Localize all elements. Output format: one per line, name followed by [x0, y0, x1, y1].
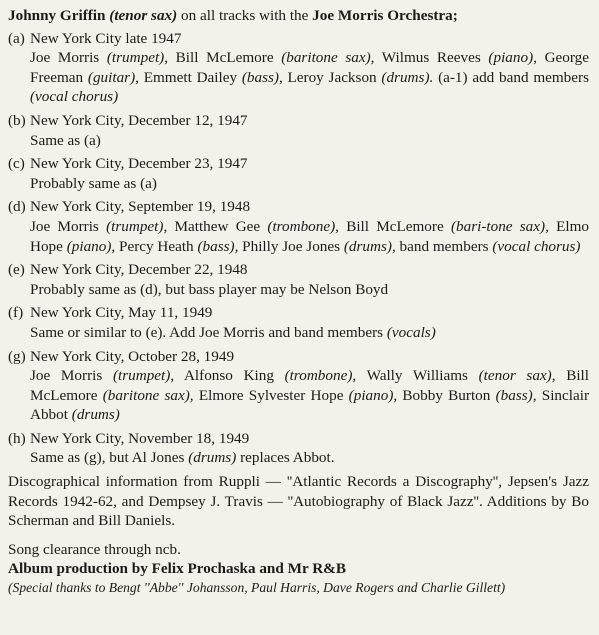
personnel-instrument: (trombone),	[284, 367, 357, 385]
personnel-instrument: (bass),	[495, 386, 537, 404]
header-line	[8, 6, 589, 26]
personnel-text: Probably same as (a)	[30, 174, 157, 192]
session-entry	[8, 429, 589, 468]
personnel-instrument: (tenor sax),	[478, 367, 556, 385]
session-label: (e)	[8, 261, 25, 279]
personnel-text: Same as (g), but Al Jones	[30, 449, 189, 467]
sessions-list	[8, 29, 589, 468]
header-middle-text: on all tracks with the	[177, 7, 313, 24]
session-personnel	[8, 280, 589, 300]
personnel-text: band members	[395, 237, 493, 255]
personnel-text: replaces Abbot.	[236, 449, 335, 467]
session-entry	[8, 260, 589, 299]
session-entry	[8, 303, 589, 342]
session-label: (h)	[8, 429, 26, 447]
session-heading	[8, 260, 589, 280]
personnel-text: Bill McLemore	[30, 367, 589, 404]
song-clearance: Song clearance through ncb.	[8, 540, 181, 558]
session-heading	[8, 154, 589, 174]
personnel-instrument: (drums)	[188, 449, 237, 467]
session-heading	[8, 29, 589, 49]
session-place-date: New York City, October 28, 1949	[30, 347, 235, 365]
session-heading	[8, 347, 589, 367]
session-personnel	[8, 217, 589, 256]
personnel-instrument: (drums)	[71, 406, 120, 424]
session-personnel	[8, 48, 589, 107]
session-entry	[8, 347, 589, 425]
personnel-instrument: (drums).	[381, 68, 434, 86]
personnel-text: Probably same as (d), but bass player may be Nelson Boyd	[30, 280, 389, 298]
personnel-instrument: (vocal chorus)	[492, 237, 581, 255]
session-heading	[8, 303, 589, 323]
session-personnel	[8, 366, 589, 425]
session-entry	[8, 154, 589, 193]
session-label: (c)	[8, 155, 25, 173]
personnel-instrument: (piano),	[66, 237, 116, 255]
session-label: (f)	[8, 304, 24, 322]
personnel-text: Matthew Gee	[167, 217, 268, 235]
personnel-text: (a-1) add band members	[433, 68, 589, 86]
personnel-instrument: (drums),	[343, 237, 396, 255]
personnel-text: Leroy Jackson	[282, 68, 382, 86]
personnel-instrument: (bari-tone sax),	[450, 217, 549, 235]
session-place-date: New York City, May 11, 1949	[30, 304, 213, 322]
session-entry	[8, 29, 589, 107]
personnel-text: Joe Morris	[30, 217, 107, 235]
album-production: Album production by Felix Prochaska and Mr R&B	[8, 560, 346, 578]
personnel-text: Elmore Sylvester Hope	[193, 386, 349, 404]
session-entry	[8, 111, 589, 150]
personnel-instrument: (piano),	[348, 386, 398, 404]
session-label: (d)	[8, 198, 26, 216]
personnel-instrument: (trombone),	[267, 217, 339, 235]
personnel-text: Wally Williams	[356, 367, 479, 385]
personnel-text: Same as (a)	[30, 131, 101, 149]
personnel-text: Percy Heath	[115, 237, 198, 255]
session-personnel	[8, 323, 589, 343]
session-entry	[8, 197, 589, 256]
personnel-text: Bobby Burton	[397, 386, 496, 404]
personnel-text: Bill McLemore	[168, 49, 282, 67]
personnel-text: Philly Joe Jones	[238, 237, 344, 255]
session-place-date: New York City, November 18, 1949	[30, 429, 250, 447]
personnel-text: Elmo Hope	[30, 217, 590, 255]
personnel-instrument: (vocal chorus)	[30, 88, 119, 106]
session-label: (a)	[8, 29, 25, 47]
session-place-date: New York City, December 23, 1947	[30, 155, 248, 173]
personnel-instrument: (trumpet),	[106, 49, 169, 67]
session-place-date: New York City, December 12, 1947	[30, 111, 248, 129]
personnel-text: George Freeman	[30, 49, 589, 86]
personnel-text: Bill McLemore	[338, 217, 451, 235]
personnel-text: Alfonso King	[174, 367, 285, 385]
personnel-instrument: (bass),	[197, 237, 239, 255]
session-heading	[8, 429, 589, 449]
personnel-instrument: (baritone sax),	[281, 49, 375, 67]
personnel-text: Joe Morris	[30, 367, 113, 385]
artist-instrument: (tenor sax)	[109, 7, 178, 24]
personnel-text: Wilmus Reeves	[374, 49, 489, 67]
personnel-instrument: (baritone sax),	[102, 386, 194, 404]
personnel-instrument: (trumpet),	[106, 217, 168, 235]
personnel-instrument: (vocals)	[386, 323, 436, 341]
personnel-text: Emmett Dailey	[138, 68, 242, 86]
personnel-instrument: (guitar),	[87, 68, 139, 86]
session-personnel	[8, 131, 589, 151]
session-heading	[8, 111, 589, 131]
session-heading	[8, 197, 589, 217]
session-label: (g)	[8, 347, 26, 365]
session-place-date: New York City, December 22, 1948	[30, 261, 248, 279]
personnel-text: Joe Morris	[30, 49, 107, 67]
session-personnel	[8, 448, 589, 468]
personnel-instrument: (piano),	[488, 49, 537, 67]
session-personnel	[8, 174, 589, 194]
orchestra-name: Joe Morris Orchestra;	[312, 7, 458, 24]
personnel-instrument: (bass),	[241, 68, 283, 86]
session-place-date: New York City late 1947	[30, 29, 182, 47]
discography-note: Discographical information from Ruppli — ''Atlantic Records a Discography'', Jepsen's Jazz Records 1942-62, and Dempsey J. Travis — ''Autobiography of Black Jazz''. Additions by Bo Scherman and Bill Daniels.	[8, 473, 589, 530]
artist-name: Johnny Griffin	[8, 7, 106, 24]
personnel-text: Same or similar to (e). Add Joe Morris and band members	[30, 323, 387, 341]
session-label: (b)	[8, 111, 26, 129]
personnel-instrument: (trumpet),	[112, 367, 175, 385]
special-thanks: (Special thanks to Bengt ''Abbe'' Johansson, Paul Harris, Dave Rogers and Charlie Gillett)	[8, 580, 506, 596]
session-place-date: New York City, September 19, 1948	[30, 198, 251, 216]
personnel-text: Sinclair Abbot	[30, 386, 590, 424]
